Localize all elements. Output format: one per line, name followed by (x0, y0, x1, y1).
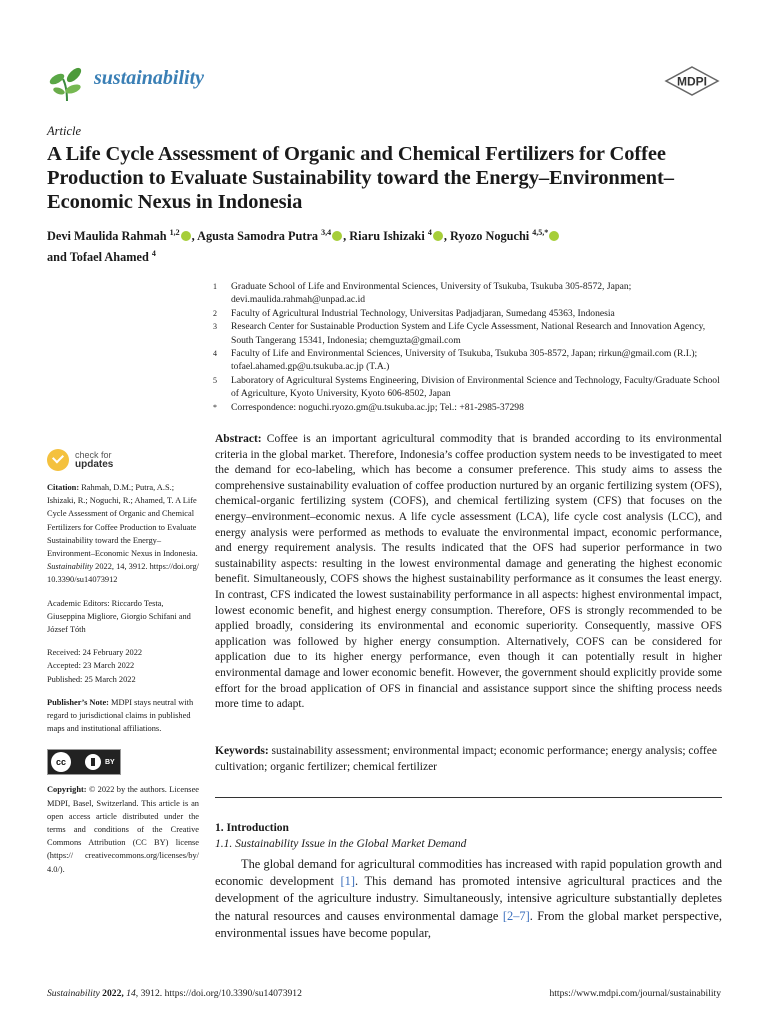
author-affiliation-mark: 4 (151, 249, 156, 259)
journal-leaf-logo (47, 63, 87, 103)
accepted-date: Accepted: 23 March 2022 (47, 661, 135, 671)
section-heading: 1. Introduction (215, 822, 289, 834)
orcid-icon[interactable] (433, 231, 443, 241)
article-type: Article (47, 124, 82, 138)
sidebar (47, 447, 199, 876)
publisher-note: Publisher’s Note: MDPI stays neutral with regard to jurisdictional claims in published maps and institutional affiliations. (47, 697, 194, 734)
correspondence: * Correspondence: noguchi.ryozo.gm@u.tsukuba.ac.jp; Tel.: +81-2985-37298 (213, 401, 524, 413)
abstract-text: Coffee is an important agricultural commodity that is branded according to its environmental criteria in the global market. Therefore, Indonesia’s coffee production system needs to be investigated to meet the demand for eco-labeling, which has become a consumer preference. This study aims to assess the comprehensive sustainability evaluation of coffee production nurtured by an organic fertilizing system (OFS), chemical-organic fertilizing system (COFS), and chemical fertilizing system (CFS) that focuses on the energy–environment–economic nexus. A life cycle assessment (LCA), life cycle cost analysis (LCC), and energy analysis were performed as methods to evaluate the environmental impact, economic performance, and energy requirement analysis. The results indicated that the OFS had superior performance in two sustainability aspects: resulting in the lowest environmental damage and generating the highest economic benefit. Simultaneously, COFS shows the highest sustainability performance as it consumes the least energy. In contrast, CFS indicated the lowest sustainability performance in all aspects: highest environmental impact, lowest economic benefit, and highest energy consumption. Therefore, OFS is strongly recommended to be applied broadly, considering its environmental and economic superiority. Consequently, massive OFS application was followed by higher energy consumption. Alternatively, COFS can be considered for application due to its higher energy performance, even though it can potentially result in higher environmental damage and lower economic benefit. However, the government should explicitly provide some effort for the broad application of OFS in financial and assistance support since the shifting process needs more time to adapt. (215, 433, 723, 711)
cc-license-badge[interactable] (47, 749, 121, 775)
dates-block (47, 646, 199, 686)
section-divider (215, 797, 722, 798)
author-name[interactable]: Devi Maulida Rahmah (47, 229, 167, 244)
keywords-text: sustainability assessment; environmental impact; economic performance; energy analysis; coffee cultivation; organic fertilizer; chemical fertilizer (215, 745, 717, 773)
reference-link[interactable]: [1] (340, 874, 355, 889)
academic-editors: Academic Editors: Riccardo Testa, Giuseppina Migliore, Giorgio Schifani and József Tóth (47, 598, 191, 635)
footer-doi-link[interactable]: 3912. https://doi.org/10.3390/su14073912 (140, 988, 302, 999)
keywords-label: Keywords: (215, 745, 269, 757)
footer-journal-url[interactable]: https://www.mdpi.com/journal/sustainability (549, 988, 721, 999)
orcid-icon[interactable] (181, 231, 191, 241)
abstract-label: Abstract: (215, 433, 262, 445)
author-name[interactable]: Riaru Ishizaki (349, 229, 425, 244)
subsection-heading: 1.1. Sustainability Issue in the Global Market Demand (215, 838, 467, 850)
author-name[interactable]: Agusta Samodra Putra (197, 229, 319, 244)
by-attribution-icon (85, 754, 101, 770)
author-affiliation-mark: 3,4 (321, 228, 332, 237)
check-icon (47, 449, 69, 471)
check-for-updates-button[interactable]: check for updates (47, 447, 199, 473)
keywords (215, 744, 722, 775)
introduction-paragraph: The global demand for agricultural commodities has increased with rapid population growth and economic development [1]. This demand has promoted intensive agricultural practices and the development of the agriculture industry. Simultaneously, intensive agriculture substantially depletes the natural resources and causes environmental damage [2–7]. From the global market perspective, environmental issues have become popular, (215, 857, 722, 940)
citation-block: Citation: Rahmah, D.M.; Putra, A.S.; Ishizaki, R.; Noguchi, R.; Ahamed, T. A Life Cycle Assessment of Organic and Chemical Fertilizers for Coffee Production to Evaluate Sustainability toward the Energy–Environment–Economic Nexus in Indonesia. Sustainability 2022, 14, 3912. https://doi.org/10.3390/su14073912 (47, 483, 199, 585)
affiliation-item: 5 Laboratory of Agricultural Systems Engineering, Division of Environmental Science and Technology, Faculty/Graduate School of Agriculture, Kyoto University, Kyoto 606-8502, Japan (213, 374, 720, 400)
orcid-icon[interactable] (549, 231, 559, 241)
author-name[interactable]: Ryozo Noguchi (450, 229, 530, 244)
received-date: Received: 24 February 2022 (47, 648, 143, 658)
author-name[interactable]: Tofael Ahamed (69, 250, 149, 265)
journal-name: sustainability (94, 67, 205, 89)
by-label: BY (105, 758, 115, 766)
orcid-icon[interactable] (332, 231, 342, 241)
mdpi-logo (664, 66, 720, 96)
copyright-block: Copyright: © 2022 by the authors. Licensee MDPI, Basel, Switzerland. This article is an open access article distributed under the terms and conditions of the Creative Commons Attribution (CC BY) license (https:// creativecommons.org/licenses/by/ 4.0/). (47, 785, 199, 874)
article-title: A Life Cycle Assessment of Organic and Chemical Fertilizers for Coffee Production to Evaluate Sustainability toward the Energy–Environment–Economic Nexus in Indonesia (47, 143, 674, 213)
abstract (215, 432, 722, 713)
affiliation-item: 3 Research Center for Sustainable Production System and Life Cycle Assessment, National Research and Innovation Agency, South Tangerang 15341, Indonesia; chemguzta@gmail.com (213, 321, 706, 346)
published-date: Published: 25 March 2022 (47, 674, 136, 684)
author-affiliation-mark: 1,2 (169, 228, 180, 237)
author-affiliation-mark: 4 (427, 228, 432, 237)
author-affiliation-mark: 4,5,* (532, 228, 549, 237)
affiliation-item: 1 Graduate School of Life and Environmental Sciences, University of Tsukuba, Tsukuba 305-8572, Japan; devi.maulida.rahmah@unpad.ac.id (213, 281, 632, 306)
citation-doi-link[interactable]: https://doi.org/10.3390/su14073912 (47, 562, 199, 585)
author-list: Devi Maulida Rahmah $^{1,2}$ , Agusta Samodra Putra $^{3,4}$ , Riaru Ishizaki $^4$ , Ryozo Noguchi $^{4,5,*}$ and Tofael Ahamed $^4$ (47, 224, 727, 266)
affiliation-item: 2 Faculty of Agricultural Industrial Technology, Universitas Padjadjaran, Sumedang 45363, Indonesia (213, 307, 615, 319)
affiliation-item: 4 Faculty of Life and Environmental Sciences, University of Tsukuba, Tsukuba 305-8572, Japan; rirkun@gmail.com (R.I.); tofael.ahamed.gp@u.tsukuba.ac.jp (T.A.) (213, 348, 698, 373)
mdpi-logo-text: MDPI (677, 74, 707, 89)
cc-icon: cc (51, 752, 71, 772)
footer-citation: Sustainability 2022, 14, 3912. https://doi.org/10.3390/su14073912 (47, 988, 302, 999)
reference-link[interactable]: [2–7] (502, 908, 530, 923)
affiliations (213, 280, 728, 414)
